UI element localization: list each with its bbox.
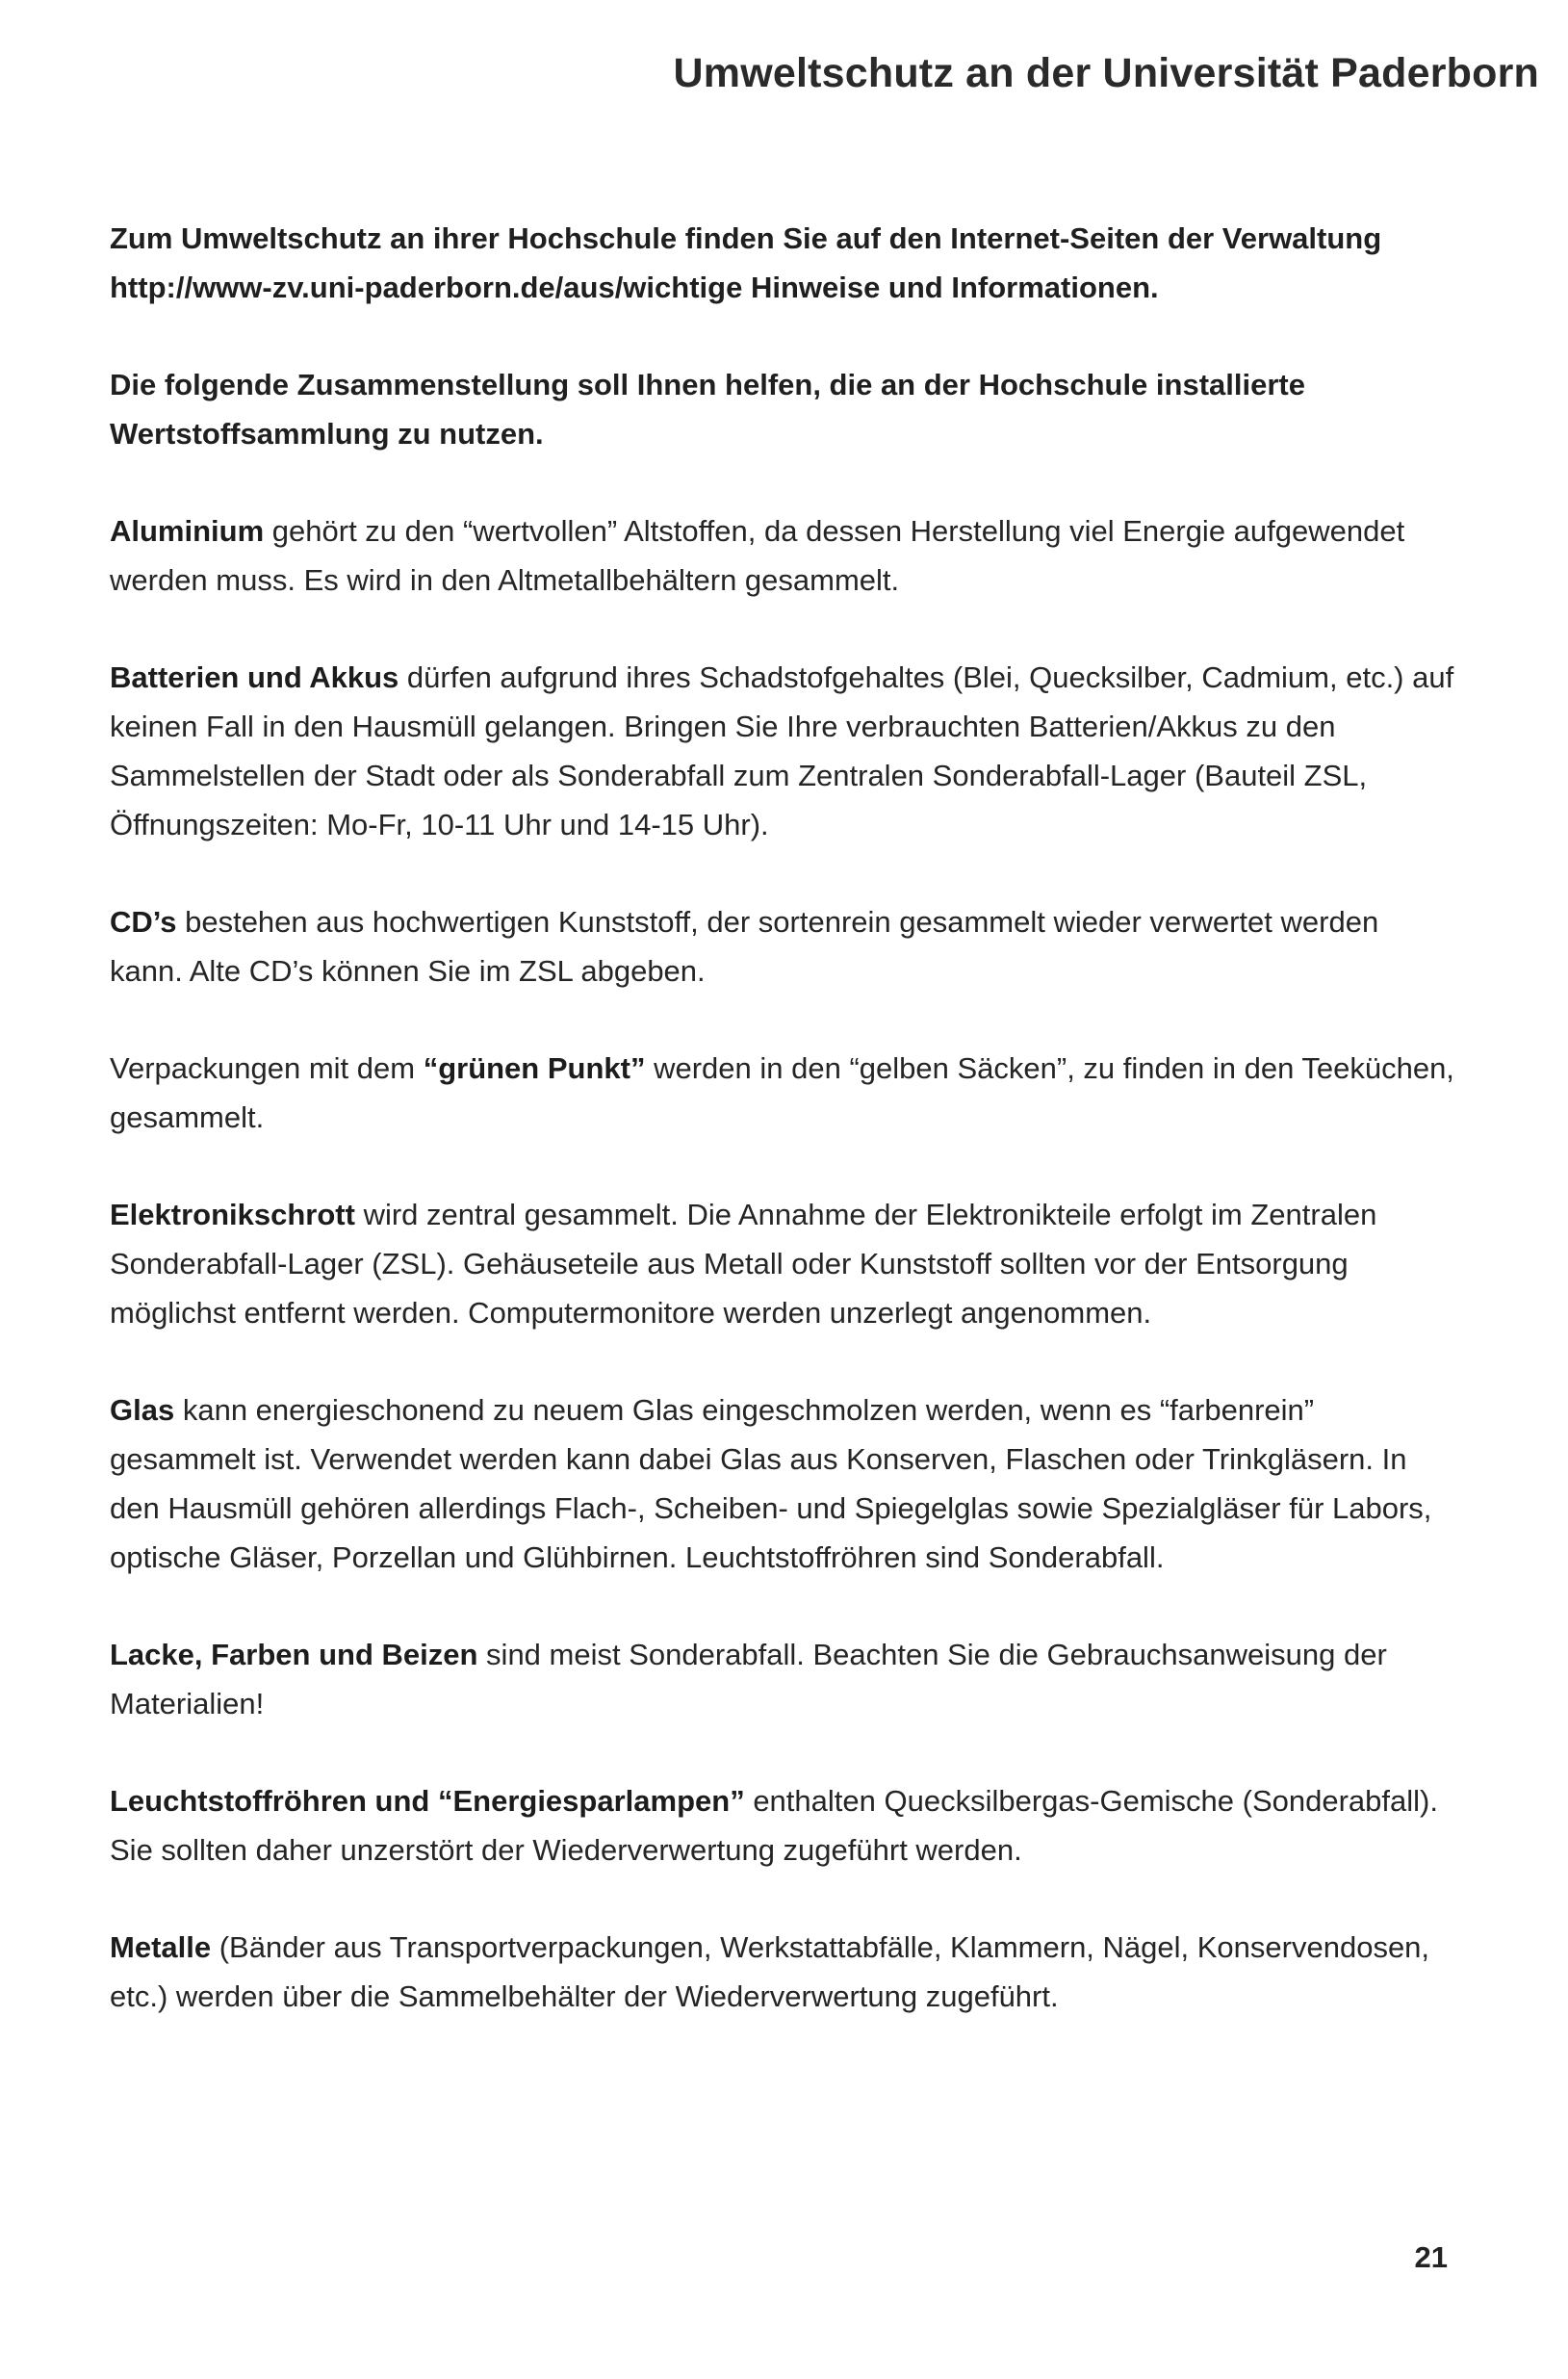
document-body	[110, 214, 1457, 2069]
glas-paragraph	[110, 1385, 1457, 1582]
aluminium-term: Aluminium	[110, 514, 265, 548]
batterien-paragraph	[110, 653, 1457, 849]
elektronik-term: Elektronikschrott	[110, 1198, 355, 1231]
verpackungen-pre: Verpackungen mit dem	[110, 1051, 424, 1085]
metalle-text: (Bänder aus Transportverpackungen, Werkstattabfälle, Klammern, Nägel, Konservendosen, etc.) werden über die Sammelbehälter der Wiederverwertung zugeführt.	[110, 1930, 1430, 2013]
lacke-text: sind meist Sonderabfall. Beachten Sie die Gebrauchsanweisung der Materialien!	[110, 1638, 1387, 1720]
leuchtstoff-term: Leuchtstoffröhren und “Energiesparlampen”	[110, 1784, 745, 1818]
verpackungen-paragraph	[110, 1044, 1457, 1142]
cds-paragraph	[110, 897, 1457, 996]
cds-term: CD’s	[110, 905, 177, 939]
lacke-term: Lacke, Farben und Beizen	[110, 1638, 478, 1671]
glas-term: Glas	[110, 1393, 175, 1427]
glas-text: kann energieschonend zu neuem Glas eingeschmolzen werden, wenn es “farbenrein” gesammelt ist. Verwendet werden kann dabei Glas aus Konserven, Flaschen oder Trinkgläsern. In den Hausmüll gehören allerdings Flach-, Scheiben- und Spiegelglas sowie Spezialgläser für Labors, optische Gläser, Porzellan und Glühbirnen. Leuchtstoffröhren sind Sonderabfall.	[110, 1393, 1432, 1574]
leuchtstoff-paragraph	[110, 1776, 1457, 1875]
aluminium-text: gehört zu den “wertvollen” Altstoffen, da dessen Herstellung viel Energie aufgewendet werden muss. Es wird in den Altmetallbehältern gesammelt.	[110, 514, 1405, 597]
page-title: Umweltschutz an der Universität Paderborn	[673, 50, 1539, 96]
verpackungen-term: “grünen Punkt”	[423, 1051, 646, 1085]
aluminium-paragraph	[110, 506, 1457, 605]
metalle-paragraph	[110, 1923, 1457, 2021]
batterien-term: Batterien und Akkus	[110, 660, 399, 694]
elektronik-paragraph	[110, 1190, 1457, 1337]
page-number: 21	[1414, 2240, 1448, 2274]
intro-paragraph-purpose: Die folgende Zusammenstellung soll Ihnen helfen, die an der Hochschule installierte Wertstoffsammlung zu nutzen.	[110, 368, 1305, 451]
lacke-paragraph	[110, 1630, 1457, 1728]
cds-text: bestehen aus hochwertigen Kunststoff, der sortenrein gesammelt wieder verwertet werden kann. Alte CD’s können Sie im ZSL abgeben.	[110, 905, 1379, 988]
elektronik-text: wird zentral gesammelt. Die Annahme der Elektronikteile erfolgt im Zentralen Sonderabfall-Lager (ZSL). Gehäuseteile aus Metall oder Kunststoff sollten vor der Entsorgung möglichst entfernt werden. Computermonitore werden unzerlegt angenommen.	[110, 1198, 1377, 1330]
intro-paragraph-website: Zum Umweltschutz an ihrer Hochschule finden Sie auf den Internet-Seiten der Verwaltung http://www-zv.uni-paderborn.de/aus/wichtige Hinweise und Informationen.	[110, 221, 1382, 304]
batterien-text: dürfen aufgrund ihres Schadstofgehaltes (Blei, Quecksilber, Cadmium, etc.) auf keinen Fall in den Hausmüll gelangen. Bringen Sie Ihre verbrauchten Batterien/Akkus zu den Sammelstellen der Stadt oder als Sonderabfall zum Zentralen Sonderabfall-Lager (Bauteil ZSL, Öffnungszeiten: Mo-Fr, 10-11 Uhr und 14-15 Uhr).	[110, 660, 1454, 841]
leuchtstoff-text: enthalten Quecksilbergas-Gemische (Sonderabfall). Sie sollten daher unzerstört der Wiederverwertung zugeführt werden.	[110, 1784, 1438, 1867]
metalle-term: Metalle	[110, 1930, 212, 1964]
verpackungen-text: werden in den “gelben Säcken”, zu finden in den Teeküchen, gesammelt.	[110, 1051, 1454, 1134]
